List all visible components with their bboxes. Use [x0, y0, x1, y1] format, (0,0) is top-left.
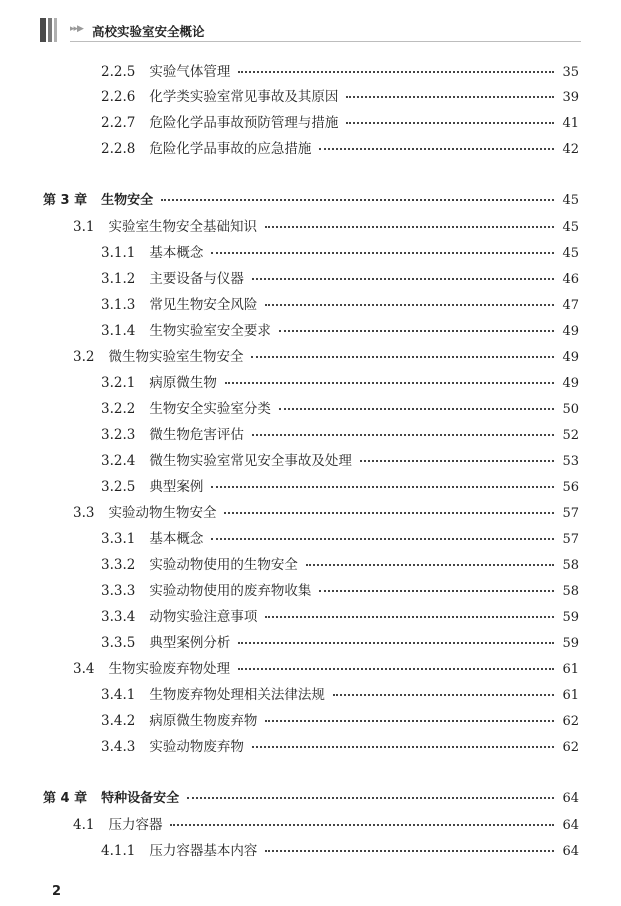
- dot-leader: [319, 148, 554, 150]
- header-rule: [70, 41, 581, 42]
- toc-entry[interactable]: [101, 269, 579, 289]
- toc-entry-page: 49: [562, 350, 579, 365]
- toc-entry[interactable]: [101, 451, 579, 471]
- toc-entry[interactable]: [101, 711, 579, 731]
- toc-entry[interactable]: [101, 243, 579, 263]
- toc-entry-number: 3.4: [73, 661, 95, 677]
- dot-leader: [252, 746, 555, 748]
- toc-entry[interactable]: [101, 529, 579, 549]
- toc-entry-title: 典型案例: [149, 479, 204, 495]
- toc-entry[interactable]: [101, 373, 579, 393]
- toc-entry-page: 41: [562, 116, 579, 131]
- toc-entry[interactable]: [101, 633, 579, 653]
- toc-entry[interactable]: [73, 503, 579, 523]
- toc-entry[interactable]: [73, 659, 579, 679]
- toc-entry-page: 64: [562, 791, 579, 806]
- book-title: 高校实验室安全概论: [92, 24, 205, 39]
- toc-entry[interactable]: [73, 217, 579, 237]
- toc-entry-number: 第 3 章: [43, 193, 88, 208]
- toc-entry-title: 主要设备与仪器: [149, 271, 244, 287]
- header-bar: [54, 18, 57, 42]
- dot-leader: [252, 434, 555, 436]
- toc-entry[interactable]: [101, 295, 579, 315]
- dot-leader: [238, 642, 554, 644]
- toc-entry[interactable]: [101, 581, 579, 601]
- toc-entry-number: 3.2: [73, 349, 95, 365]
- toc-entry-title: 实验动物废弃物: [149, 739, 244, 755]
- toc-entry-title: 实验动物使用的废弃物收集: [149, 583, 312, 599]
- dot-leader: [211, 486, 554, 488]
- toc-entry-number: 3.1.4: [101, 323, 136, 339]
- toc-entry-page: 35: [562, 65, 579, 80]
- running-header: [40, 18, 581, 42]
- dot-leader: [265, 850, 554, 852]
- toc-entry-number: 3.2.4: [101, 453, 136, 469]
- toc-entry[interactable]: [101, 737, 579, 757]
- dot-leader: [211, 252, 554, 254]
- toc-entry-page: 62: [562, 740, 579, 755]
- toc-entry-title: 压力容器: [108, 817, 163, 833]
- dot-leader: [252, 278, 555, 280]
- toc-entry-page: 45: [562, 220, 579, 235]
- toc-entry-title: 典型案例分析: [149, 635, 231, 651]
- dot-leader: [265, 720, 554, 722]
- toc-entry-page: 42: [562, 142, 579, 157]
- toc-entry-title: 病原微生物废弃物: [149, 713, 258, 729]
- toc-entry-page: 46: [562, 272, 579, 287]
- toc-entry-page: 49: [562, 324, 579, 339]
- toc-entry-title: 危险化学品事故的应急措施: [149, 141, 312, 157]
- toc-entry-number: 4.1.1: [101, 843, 136, 859]
- dot-leader: [333, 694, 555, 696]
- toc-entry-title: 实验动物生物安全: [108, 505, 217, 521]
- toc-entry-page: 47: [562, 298, 579, 313]
- toc-entry-number: 3.2.1: [101, 375, 136, 391]
- dot-leader: [279, 408, 555, 410]
- toc-entry-page: 64: [562, 818, 579, 833]
- toc-entry-number: 3.3.5: [101, 635, 136, 651]
- toc-entry[interactable]: [101, 477, 579, 497]
- dot-leader: [187, 797, 554, 799]
- toc-chapter-entry[interactable]: [43, 191, 579, 211]
- toc-entry-page: 56: [562, 480, 579, 495]
- dot-leader: [170, 824, 554, 826]
- toc-entry-page: 62: [562, 714, 579, 729]
- toc-entry-title: 微生物实验室常见安全事故及处理: [149, 453, 352, 469]
- toc-entry[interactable]: [101, 113, 579, 133]
- toc-entry-title: 实验室生物安全基础知识: [108, 219, 257, 235]
- toc-entry-title: 特种设备安全: [101, 791, 180, 806]
- toc-entry-number: 3.4.3: [101, 739, 136, 755]
- toc-entry-number: 3.3.3: [101, 583, 136, 599]
- page-number: 2: [52, 884, 62, 899]
- toc-entry-title: 生物安全实验室分类: [149, 401, 271, 417]
- dot-leader: [265, 304, 554, 306]
- toc-entry-number: 3.3: [73, 505, 95, 521]
- toc-entry-page: 50: [562, 402, 579, 417]
- toc-entry-page: 61: [562, 662, 579, 677]
- toc-entry-number: 3.4.1: [101, 687, 136, 703]
- toc-entry-title: 压力容器基本内容: [149, 843, 258, 859]
- toc-entry-number: 2.2.5: [101, 64, 136, 80]
- toc-entry[interactable]: [101, 607, 579, 627]
- toc-entry-number: 3.1.2: [101, 271, 136, 287]
- header-bars-decoration: [40, 18, 59, 42]
- toc-entry-number: 3.2.3: [101, 427, 136, 443]
- toc-entry[interactable]: [101, 399, 579, 419]
- toc-entry-title: 生物实验室安全要求: [149, 323, 271, 339]
- toc-entry-page: 59: [562, 610, 579, 625]
- toc-entry-page: 45: [562, 193, 579, 208]
- toc-entry-page: 45: [562, 246, 579, 261]
- toc-entry-number: 第 4 章: [43, 791, 88, 806]
- dot-leader: [265, 616, 554, 618]
- toc-entry-title: 实验动物使用的生物安全: [149, 557, 298, 573]
- toc-entry-number: 3.1.1: [101, 245, 136, 261]
- toc-entry-page: 57: [562, 506, 579, 521]
- toc-entry-number: 3.4.2: [101, 713, 136, 729]
- toc-entry-page: 39: [562, 90, 579, 105]
- dot-leader: [251, 356, 554, 358]
- toc-entry[interactable]: [101, 555, 579, 575]
- toc-entry-title: 危险化学品事故预防管理与措施: [149, 115, 339, 131]
- dot-leader: [360, 460, 555, 462]
- toc-entry-number: 3.2.5: [101, 479, 136, 495]
- toc-entry-title: 化学类实验室常见事故及其原因: [149, 89, 339, 105]
- toc-entry-title: 生物废弃物处理相关法律法规: [149, 687, 325, 703]
- dot-leader: [279, 330, 555, 332]
- toc-entry-title: 实验气体管理: [149, 64, 231, 80]
- toc-entry[interactable]: [101, 841, 579, 861]
- dot-leader: [346, 96, 554, 98]
- header-arrows-icon: ▸▸▶: [70, 24, 83, 34]
- toc-entry-title: 生物安全: [101, 193, 154, 208]
- toc-entry-title: 基本概念: [149, 245, 204, 261]
- toc-entry-page: 58: [562, 584, 579, 599]
- toc-entry[interactable]: [101, 139, 579, 159]
- toc-entry-number: 2.2.8: [101, 141, 136, 157]
- dot-leader: [225, 382, 555, 384]
- toc-entry-page: 52: [562, 428, 579, 443]
- toc-entry-title: 病原微生物: [149, 375, 217, 391]
- toc-entry-number: 2.2.6: [101, 89, 136, 105]
- toc-entry-title: 动物实验注意事项: [149, 609, 258, 625]
- dot-leader: [211, 538, 554, 540]
- toc-entry[interactable]: [73, 815, 579, 835]
- toc-entry-number: 3.1: [73, 219, 95, 235]
- header-bar: [40, 18, 46, 42]
- toc-chapter-entry[interactable]: [43, 789, 579, 809]
- toc-entry-page: 49: [562, 376, 579, 391]
- toc-entry-number: 3.3.1: [101, 531, 136, 547]
- header-bar: [48, 18, 52, 42]
- toc-entry-number: 3.1.3: [101, 297, 136, 313]
- toc-entry-number: 3.3.2: [101, 557, 136, 573]
- toc-entry[interactable]: [101, 685, 579, 705]
- dot-leader: [224, 512, 554, 514]
- toc-entry[interactable]: [101, 321, 579, 341]
- toc-entry-page: 59: [562, 636, 579, 651]
- toc-entry-number: 2.2.7: [101, 115, 136, 131]
- dot-leader: [319, 590, 554, 592]
- toc-entry[interactable]: [73, 347, 579, 367]
- dot-leader: [346, 122, 554, 124]
- toc-entry-title: 微生物危害评估: [149, 427, 244, 443]
- toc-entry[interactable]: [101, 62, 579, 82]
- toc-entry-title: 常见生物安全风险: [149, 297, 258, 313]
- dot-leader: [265, 226, 554, 228]
- toc-entry-page: 58: [562, 558, 579, 573]
- dot-leader: [238, 71, 554, 73]
- toc-entry-number: 3.2.2: [101, 401, 136, 417]
- toc-entry-number: 4.1: [73, 817, 95, 833]
- dot-leader: [161, 199, 554, 201]
- toc-entry-title: 生物实验废弃物处理: [108, 661, 230, 677]
- toc-entry-title: 基本概念: [149, 531, 204, 547]
- toc-entry-page: 64: [562, 844, 579, 859]
- toc-entry-page: 61: [562, 688, 579, 703]
- toc-entry[interactable]: [101, 425, 579, 445]
- dot-leader: [238, 668, 554, 670]
- toc-entry-number: 3.3.4: [101, 609, 136, 625]
- dot-leader: [306, 564, 555, 566]
- toc-entry-page: 57: [562, 532, 579, 547]
- toc-entry-page: 53: [562, 454, 579, 469]
- toc-entry[interactable]: [101, 87, 579, 107]
- toc-entry-title: 微生物实验室生物安全: [108, 349, 244, 365]
